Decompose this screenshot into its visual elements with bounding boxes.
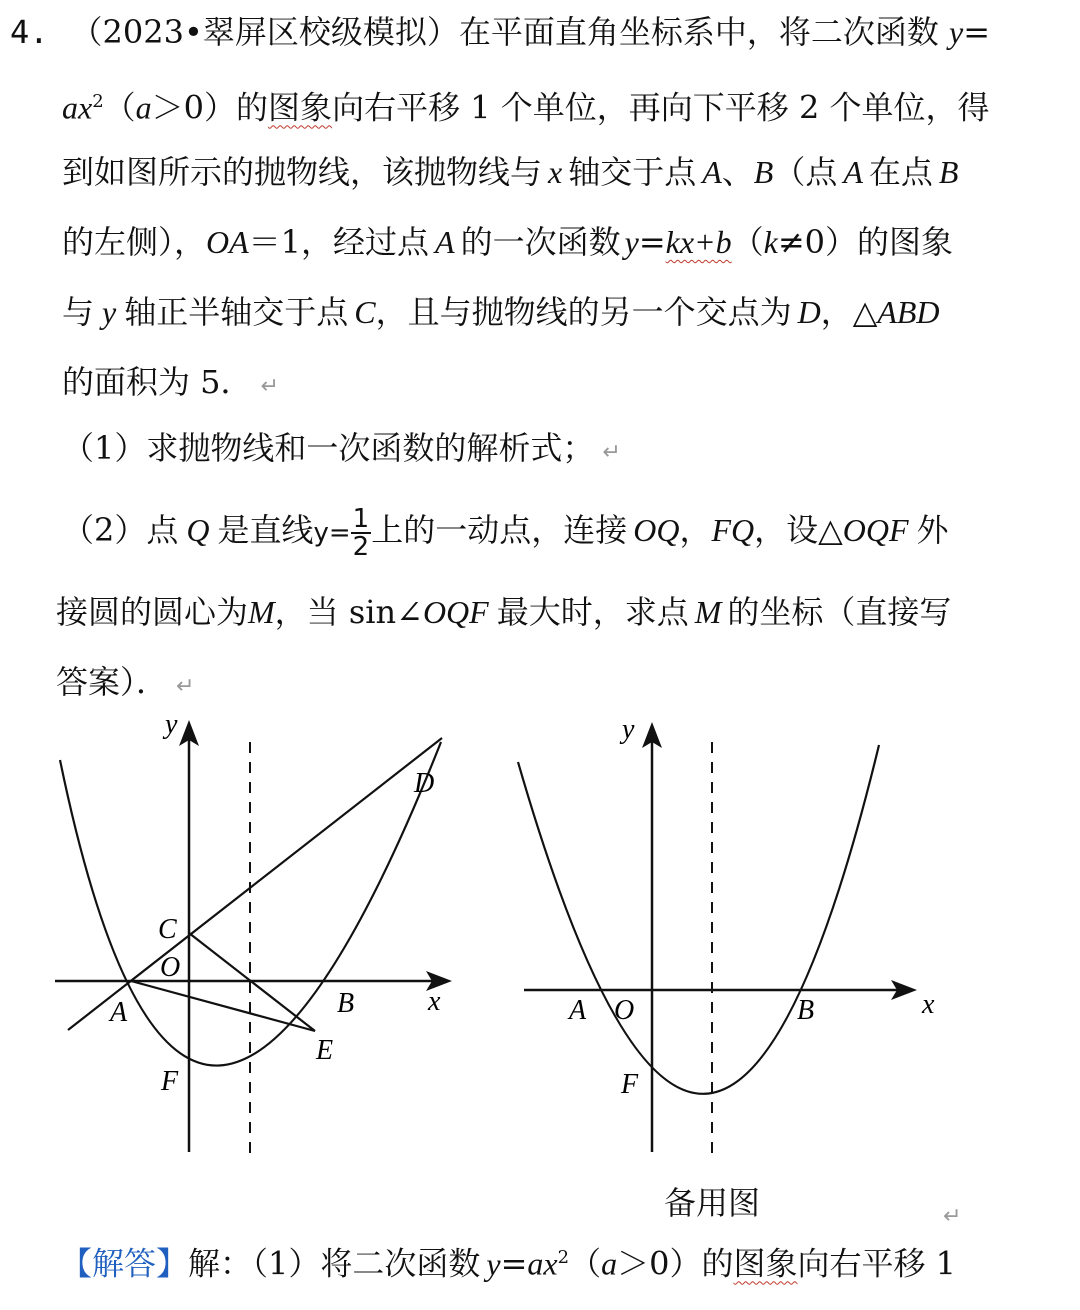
problem-line-3: 到如图所示的抛物线，该抛物线与 x 轴交于点 A、B（点 A 在点 B — [62, 153, 959, 191]
answer-tag: 【解答】 — [60, 1244, 189, 1283]
parabola — [518, 745, 879, 1094]
label-F: F — [161, 1066, 179, 1097]
label-A: A — [569, 995, 587, 1026]
label-B: B — [797, 995, 815, 1026]
figure-main-graph — [40, 705, 480, 1165]
problem-line-4: 的左侧），OA＝1，经过点 A 的一次函数 y=kx+b（k≠0）的图象 — [62, 223, 954, 261]
figure-caption: 备用图 — [664, 1184, 761, 1222]
return-mark-icon: ↵ — [176, 674, 195, 699]
problem-number: 4. — [10, 13, 49, 51]
caption-return — [935, 1192, 961, 1237]
label-A: A — [110, 997, 128, 1028]
label-y: y — [165, 709, 178, 740]
label-D: D — [414, 768, 435, 799]
label-O: O — [614, 995, 635, 1026]
label-E: E — [316, 1035, 334, 1066]
answer-line: 【解答】解：（1）将二次函数 $y=ax^2(a>0)$的图象向右平移 1 — [60, 1244, 957, 1283]
line-ACD — [68, 738, 442, 1030]
return-mark-icon: ↵ — [602, 440, 621, 465]
label-x: x — [428, 986, 441, 1017]
question-2-line-2: 接圆的圆心为M，当 sin∠OQF 最大时，求点 M 的坐标（直接写 — [56, 593, 952, 631]
question-2-line-1: （2）点 Q 是直线y= $\frac{1}{2}$ 上的一动点，连接 OQ，FQ，设△OQF 外 — [62, 503, 949, 562]
return-mark-icon: ↵ — [260, 374, 279, 399]
label-O: O — [160, 952, 181, 983]
problem-line-2: $ax^2(a>0)$的图象向右平移 1 个单位，再向下平移 2 个单位，得 — [62, 88, 990, 127]
segment-AE — [131, 981, 315, 1031]
label-B: B — [337, 988, 355, 1019]
problem-line-5: 与 y 轴正半轴交于点 C，且与抛物线的另一个交点为 D，△ABD — [62, 293, 940, 331]
label-x: x — [922, 989, 935, 1020]
question-2-line-3: 答案）． ↵ — [56, 663, 195, 701]
label-y: y — [622, 714, 635, 745]
label-F: F — [621, 1069, 639, 1100]
label-C: C — [158, 914, 177, 945]
fraction-one-half: $\frac{1}{2}$ — [352, 503, 370, 562]
return-mark-icon: ↵ — [943, 1204, 962, 1229]
figure-backup-graph — [510, 705, 950, 1165]
question-1: （1）求抛物线和一次函数的解析式； ↵ — [62, 429, 621, 467]
problem-line-1: 4. （2023•翠屏区校级模拟）在平面直角坐标系中，将二次函数 y= — [10, 13, 991, 51]
problem-line-6: 的面积为 5． ↵ — [62, 363, 279, 401]
